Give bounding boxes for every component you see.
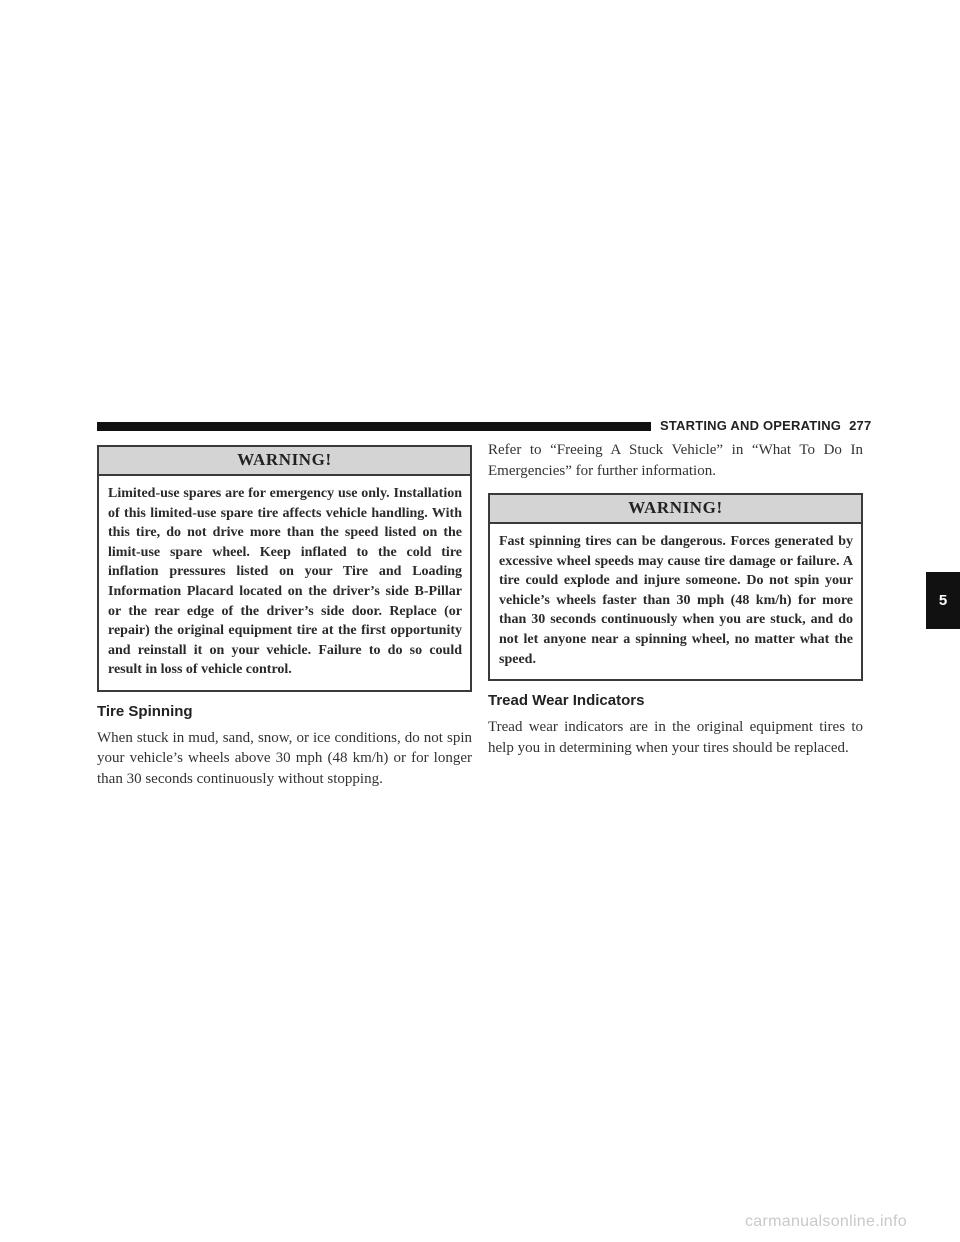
right-column bbox=[488, 440, 863, 758]
warning-title: WARNING! bbox=[490, 495, 861, 524]
paragraph-tire-spinning: When stuck in mud, sand, snow, or ice conditions, do not spin your vehicle’s wheels above 30 mph (48 km/h) or for longer than 30 seconds continuously without stopping. bbox=[97, 729, 472, 787]
paragraph-refer: Refer to “Freeing A Stuck Vehicle” in “What To Do In Emergencies” for further information. bbox=[488, 442, 863, 479]
paragraph-tread-wear: Tread wear indicators are in the original equipment tires to help you in determining when your tires should be replaced. bbox=[488, 719, 863, 756]
running-header bbox=[660, 418, 871, 433]
warning-box-spare-tire bbox=[97, 445, 472, 692]
warning-title: WARNING! bbox=[99, 447, 470, 476]
watermark: carmanualsonline.info bbox=[745, 1213, 907, 1230]
section-title: STARTING AND OPERATING bbox=[660, 418, 842, 433]
heading-tread-wear: Tread Wear Indicators bbox=[488, 692, 645, 710]
page-number: 277 bbox=[849, 418, 872, 433]
header-rule bbox=[97, 422, 651, 431]
heading-tire-spinning: Tire Spinning bbox=[97, 702, 193, 720]
warning-text: Fast spinning tires can be dangerous. Forces generated by excessive wheel speeds may cause tire damage or failure. A tire could explode and injure someone. Do not spin your vehicle’s wheels faster than 30 mph (48 km/h) for more than 30 seconds continuously when you are stuck, and do not let anyone near a spinning wheel, no matter what the speed. bbox=[499, 534, 853, 667]
left-column bbox=[97, 445, 472, 789]
warning-text: Limited-use spares are for emergency use only. Installation of this limited-use spare tire affects vehicle handling. With this tire, do not drive more than the speed listed on the limit-use spare wheel. Keep inflated to the cold tire inflation pressures listed on your Tire and Loading Information Placard located on the driver’s side B-Pillar or the rear edge of the driver’s side door. Replace (or repair) the original equipment tire at the first opportunity and reinstall it on your vehicle. Failure to do so could result in loss of vehicle control. bbox=[108, 486, 462, 678]
warning-box-fast-spinning bbox=[488, 493, 863, 681]
chapter-tab: 5 bbox=[926, 572, 960, 629]
